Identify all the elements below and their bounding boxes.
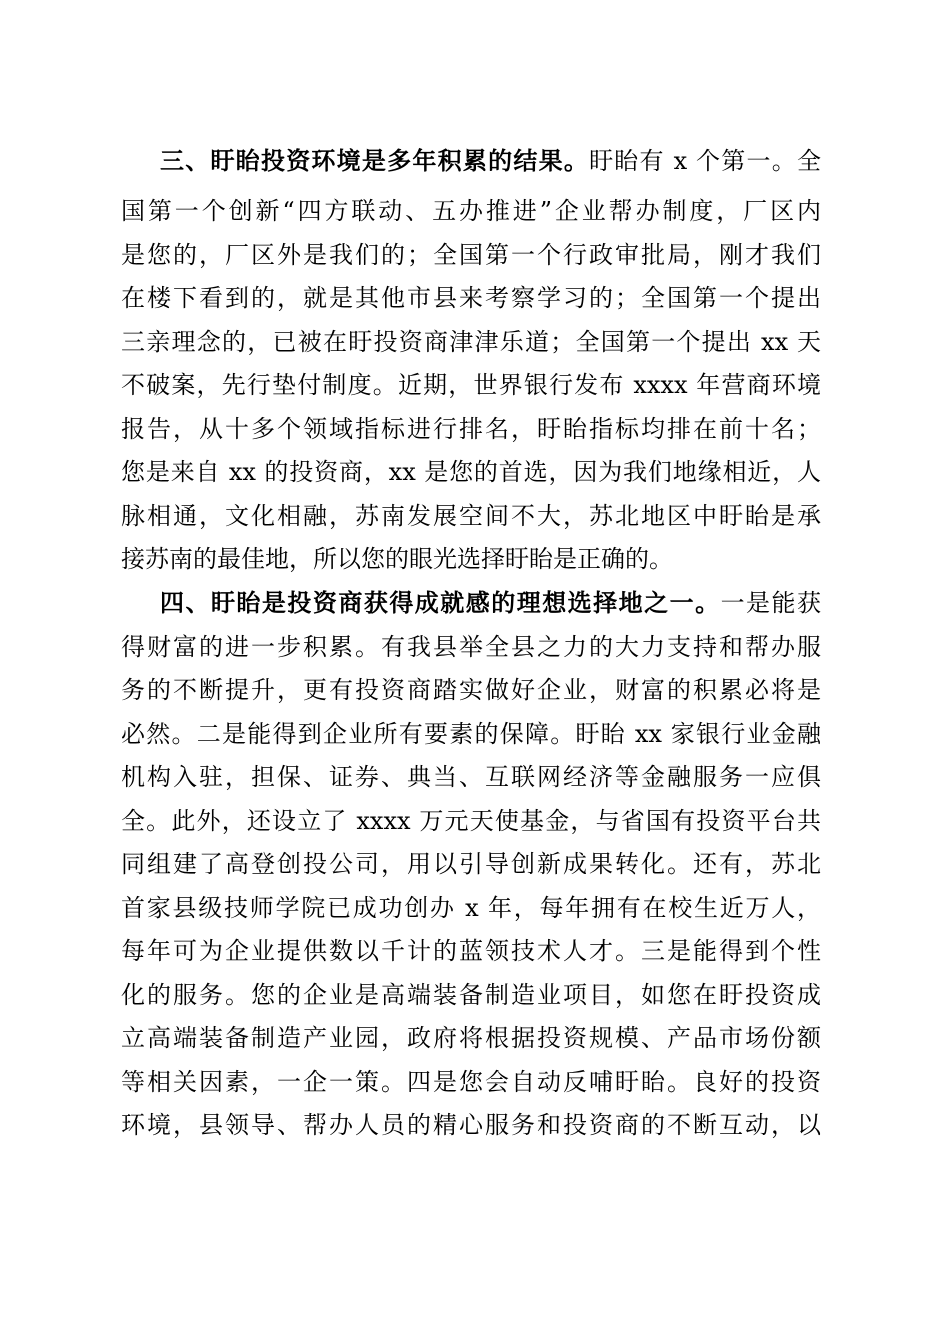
paragraph-line [160,146,821,176]
section-heading: 三、盱眙投资环境是多年积累的结果。 [160,146,590,175]
paragraph-line: 在楼下看到的，就是其他市县来考察学习的；全国第一个提出 [121,284,821,312]
section-heading: 四、盱眙是投资商获得成就感的理想选择地之一。 [160,588,721,617]
paragraph-line: 不破案，先行垫付制度。近期，世界银行发布 xxxx 年营商环境 [121,371,821,399]
paragraph-line: 得财富的进一步积累。有我县举全县之力的大力支持和帮办服 [121,633,821,661]
paragraph-line: 脉相通，文化相融，苏南发展空间不大，苏北地区中盱眙是承 [121,502,821,530]
paragraph-line: 全。此外，还设立了 xxxx 万元天使基金，与省国有投资平台共 [121,807,821,835]
paragraph-line: 同组建了高登创投公司，用以引导创新成果转化。还有，苏北 [121,850,821,878]
paragraph-line [160,588,821,618]
paragraph-line: 报告，从十多个领域指标进行排名，盱眙指标均排在前十名； [121,415,821,443]
paragraph-line: 等相关因素，一企一策。四是您会自动反哺盱眙。良好的投资 [121,1068,821,1096]
paragraph-line: 首家县级技师学院已成功创办 x 年，每年拥有在校生近万人， [121,894,821,922]
paragraph-line: 立高端装备制造产业园，政府将根据投资规模、产品市场份额 [121,1024,821,1052]
paragraph-line: 务的不断提升，更有投资商踏实做好企业，财富的积累必将是 [121,676,821,704]
paragraph-line: 接苏南的最佳地，所以您的眼光选择盱眙是正确的。 [121,545,673,573]
paragraph-line: 机构入驻，担保、证券、典当、互联网经济等金融服务一应俱 [121,763,821,791]
paragraph-line: 国第一个创新“四方联动、五办推进”企业帮办制度，厂区内 [121,197,821,225]
paragraph-text: 一是能获 [720,589,822,617]
paragraph-line: 三亲理念的，已被在盱投资商津津乐道；全国第一个提出 xx 天 [121,328,821,356]
paragraph-line: 环境，县领导、帮办人员的精心服务和投资商的不断互动，以 [121,1111,821,1139]
paragraph-text: 盱眙有 x 个第一。全 [589,147,822,175]
paragraph-line: 每年可为企业提供数以千计的蓝领技术人才。三是能得到个性 [121,937,821,965]
paragraph-line: 必然。二是能得到企业所有要素的保障。盱眙 xx 家银行业金融 [121,720,821,748]
paragraph-line: 您是来自 xx 的投资商，xx 是您的首选，因为我们地缘相近，人 [121,458,821,486]
paragraph-line: 是您的，厂区外是我们的；全国第一个行政审批局，刚才我们 [121,241,821,269]
paragraph-line: 化的服务。您的企业是高端装备制造业项目，如您在盱投资成 [121,981,821,1009]
